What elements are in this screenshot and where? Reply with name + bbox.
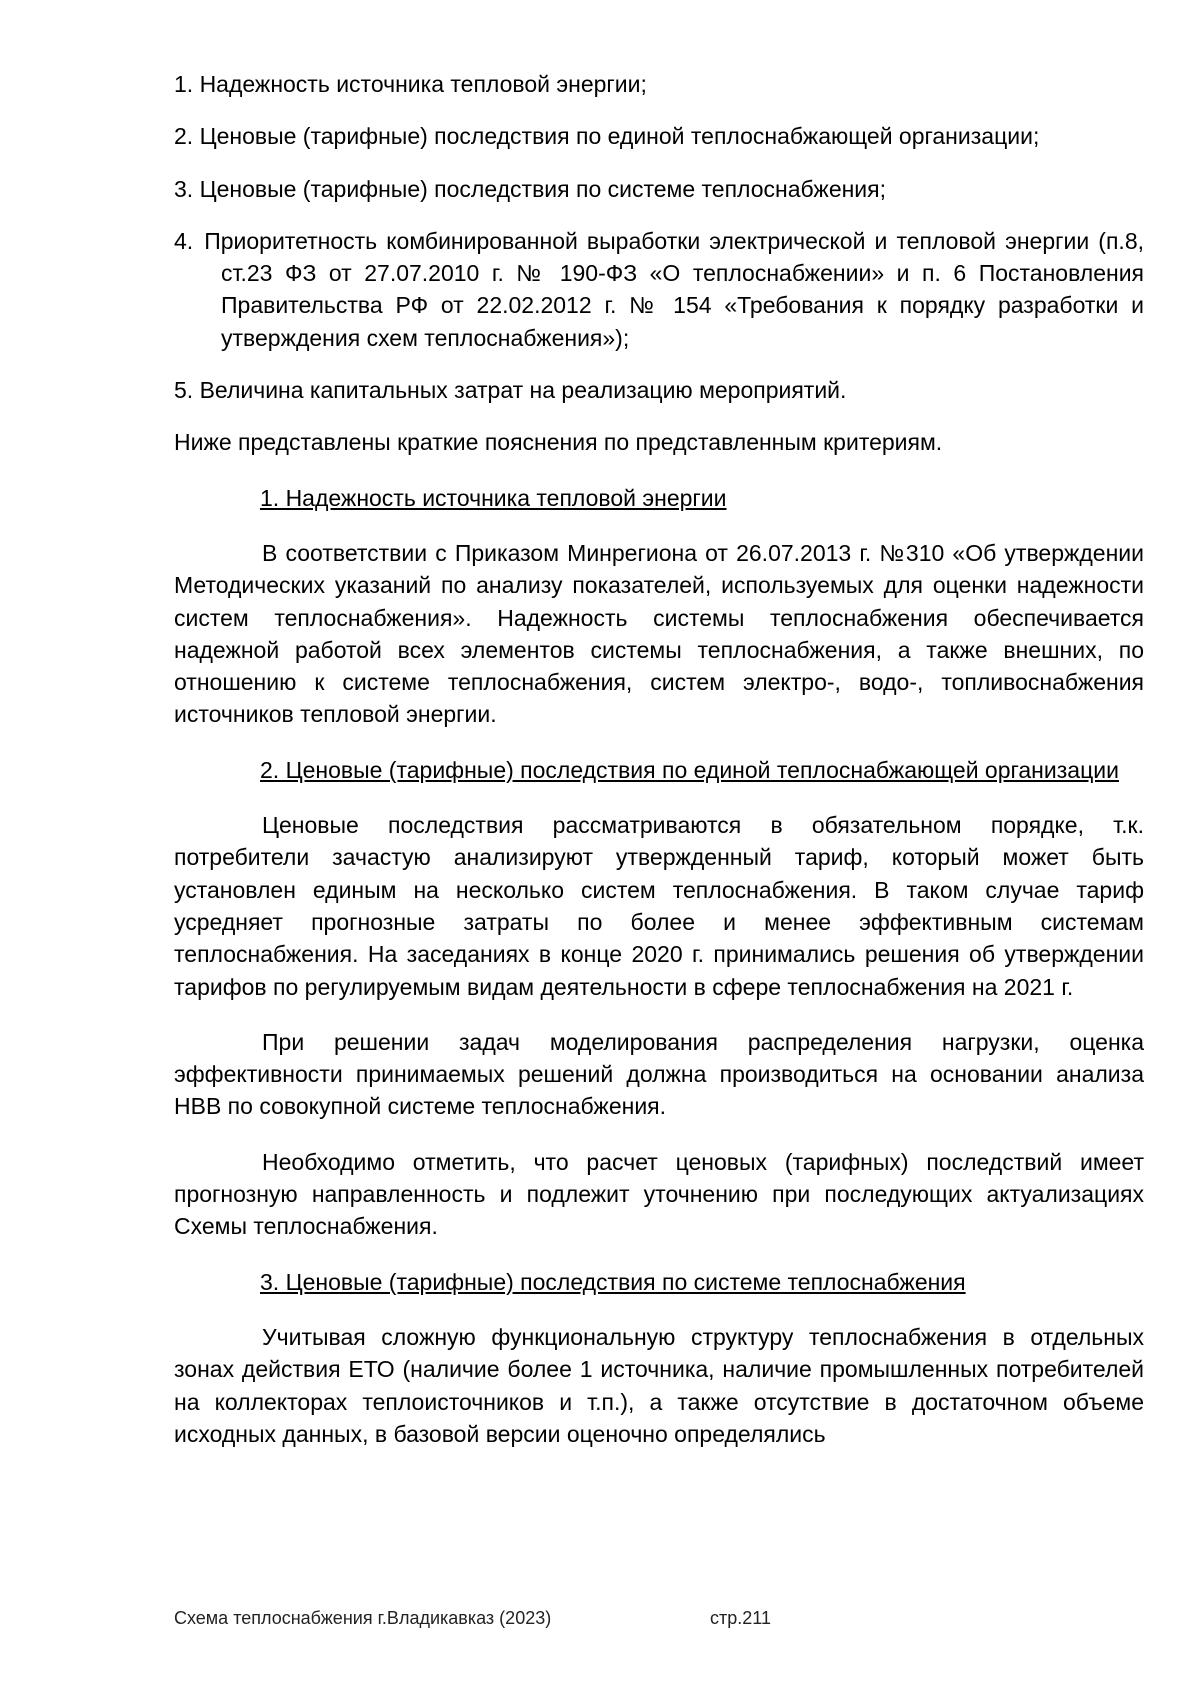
section-1-paragraph: В соответствии с Приказом Минрегиона от 26.07.2013 г. №310 «Об утверждении Методических указаний по анализу показателей, используемых для оценки надежности систем теплоснабжения». Надежность системы теплоснабжения обеспечивается надежной работой всех элементов системы теплоснабжения, а также внешних, по отношению к системе теплоснабжения, систем электро-, водо-, топливоснабжения источников тепловой энергии. <box>174 539 1144 728</box>
intro-text: Ниже представлены краткие пояснения по представленным критериям. <box>174 429 943 456</box>
criteria-list-item-4 <box>174 225 1144 354</box>
section-3-heading: 3. Ценовые (тарифные) последствия по системе теплоснабжения <box>260 1268 966 1295</box>
section-2-paragraph-2: При решении задач моделирования распределения нагрузки, оценка эффективности принимаемых решений должна производиться на основании анализа НВВ по совокупной системе теплоснабжения. <box>174 1028 1144 1120</box>
criteria-list-item-4-number: 4. <box>174 227 194 254</box>
page-body <box>174 68 1144 1473</box>
criteria-list-item-3: 3. Ценовые (тарифные) последствия по системе теплоснабжения; <box>174 175 887 202</box>
criteria-list-item-2: 2. Ценовые (тарифные) последствия по единой теплоснабжающей организации; <box>174 123 1040 150</box>
section-2-paragraph-3: Необходимо отметить, что расчет ценовых (тарифных) последствий имеет прогнозную направленность и подлежит уточнению при последующих актуализациях Схемы теплоснабжения. <box>174 1148 1144 1240</box>
footer-page-number: стр.211 <box>710 1608 771 1628</box>
criteria-list-item-1: 1. Надежность источника тепловой энергии; <box>174 71 647 97</box>
footer-document-title: Схема теплоснабжения г.Владикавказ (2023) <box>174 1608 552 1628</box>
criteria-list-item-5: 5. Величина капитальных затрат на реализацию мероприятий. <box>174 377 847 404</box>
section-2-heading: 2. Ценовые (тарифные) последствия по единой теплоснабжающей организации <box>260 756 1119 783</box>
section-1-heading: 1. Надежность источника тепловой энергии <box>260 484 727 511</box>
section-2-paragraph-1: Ценовые последствия рассматриваются в обязательном порядке, т.к. потребители зачастую анализируют утвержденный тариф, который может быть установлен единым на несколько систем теплоснабжения. В таком случае тариф усредняет прогнозные затраты по более и менее эффективным системам теплоснабжения. На заседаниях в конце 2020 г. принимались решения об утверждении тарифов по регулируемым видам деятельности в сфере теплоснабжения на 2021 г. <box>174 812 1144 1000</box>
section-3-paragraph: Учитывая сложную функциональную структуру теплоснабжения в отдельных зонах действия ЕТО (наличие более 1 источника, наличие промышленных потребителей на коллекторах теплоисточников и т.п.), а также отсутствие в достаточном объеме исходных данных, в базовой версии оценочно определялись <box>174 1323 1144 1447</box>
criteria-list-item-4-text: Приоритетность комбинированной выработки электрической и тепловой энергии (п.8, ст.23 ФЗ от 27.07.2010 г. № 190-ФЗ «О теплоснабжении» и п. 6 Постановления Правительства РФ от 22.02.2012 г. № 154 «Требования к порядку разработки и утверждения схем теплоснабжения»); <box>204 227 1144 351</box>
